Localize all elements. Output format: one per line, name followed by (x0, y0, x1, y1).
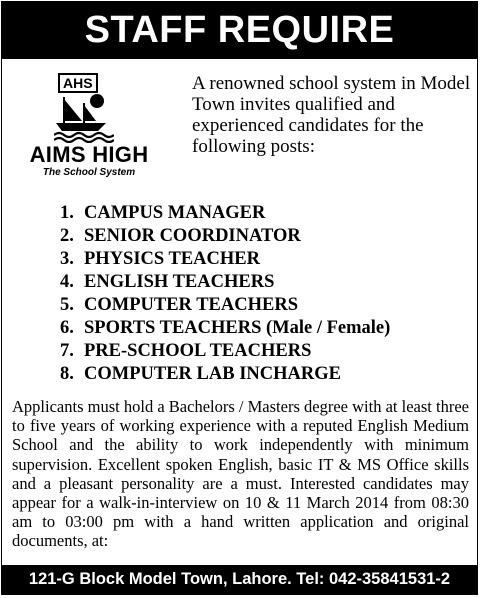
logo-tagline: The School System (42, 167, 136, 178)
intro-text: A renowned school system in Model Town invites qualified and experienced candidates for the following posts: (192, 73, 471, 157)
list-item-label: SPORTS TEACHERS (Male / Female) (84, 318, 391, 338)
list-item (60, 340, 390, 363)
list-item (60, 363, 390, 386)
list-item-label: COMPUTER LAB INCHARGE (84, 364, 341, 384)
address-footer: 121-G Block Model Town, Lahore. Tel: 042-35841531-2 (2, 565, 477, 594)
list-item-label: SENIOR COORDINATOR (84, 226, 301, 246)
requirements-text: Applicants must hold a Bachelors / Masters degree with at least three to five years of working experience with a reputed English Medium School and the ability to work independently with minimum supervision. Excellent spoken English, basic IT & MS Office skills and a pleasant personality are a must. Interested candidates may appear for a walk-in-interview on 10 & 11 March 2014 from 08:30 am to 03:00 pm with a hand written application and original documents, at: (12, 397, 469, 551)
posts-list (60, 202, 390, 386)
list-item-number: 7. (60, 341, 74, 361)
logo-name: AIMS HIGH (29, 142, 149, 167)
list-item-label: ENGLISH TEACHERS (84, 272, 275, 292)
list-item-number: 1. (60, 203, 74, 223)
list-item-number: 2. (60, 226, 74, 246)
list-item-number: 3. (60, 249, 74, 269)
list-item-label: PHYSICS TEACHER (84, 249, 260, 269)
list-item-label: COMPUTER TEACHERS (84, 295, 298, 315)
school-logo (14, 69, 164, 182)
list-item-number: 6. (60, 318, 74, 338)
ship-icon (54, 91, 114, 143)
list-item (60, 294, 390, 317)
advertisement (1, 1, 478, 595)
list-item-label: PRE-SCHOOL TEACHERS (84, 341, 312, 361)
list-item-number: 4. (60, 272, 74, 292)
list-item (60, 202, 390, 225)
list-item-number: 5. (60, 295, 74, 315)
list-item (60, 225, 390, 248)
list-item (60, 317, 390, 340)
list-item (60, 248, 390, 271)
list-item-label: CAMPUS MANAGER (84, 203, 266, 223)
logo-tag: AHS (58, 73, 98, 93)
list-item-number: 8. (60, 364, 74, 384)
list-item (60, 271, 390, 294)
page-title: STAFF REQUIRE (2, 2, 477, 59)
